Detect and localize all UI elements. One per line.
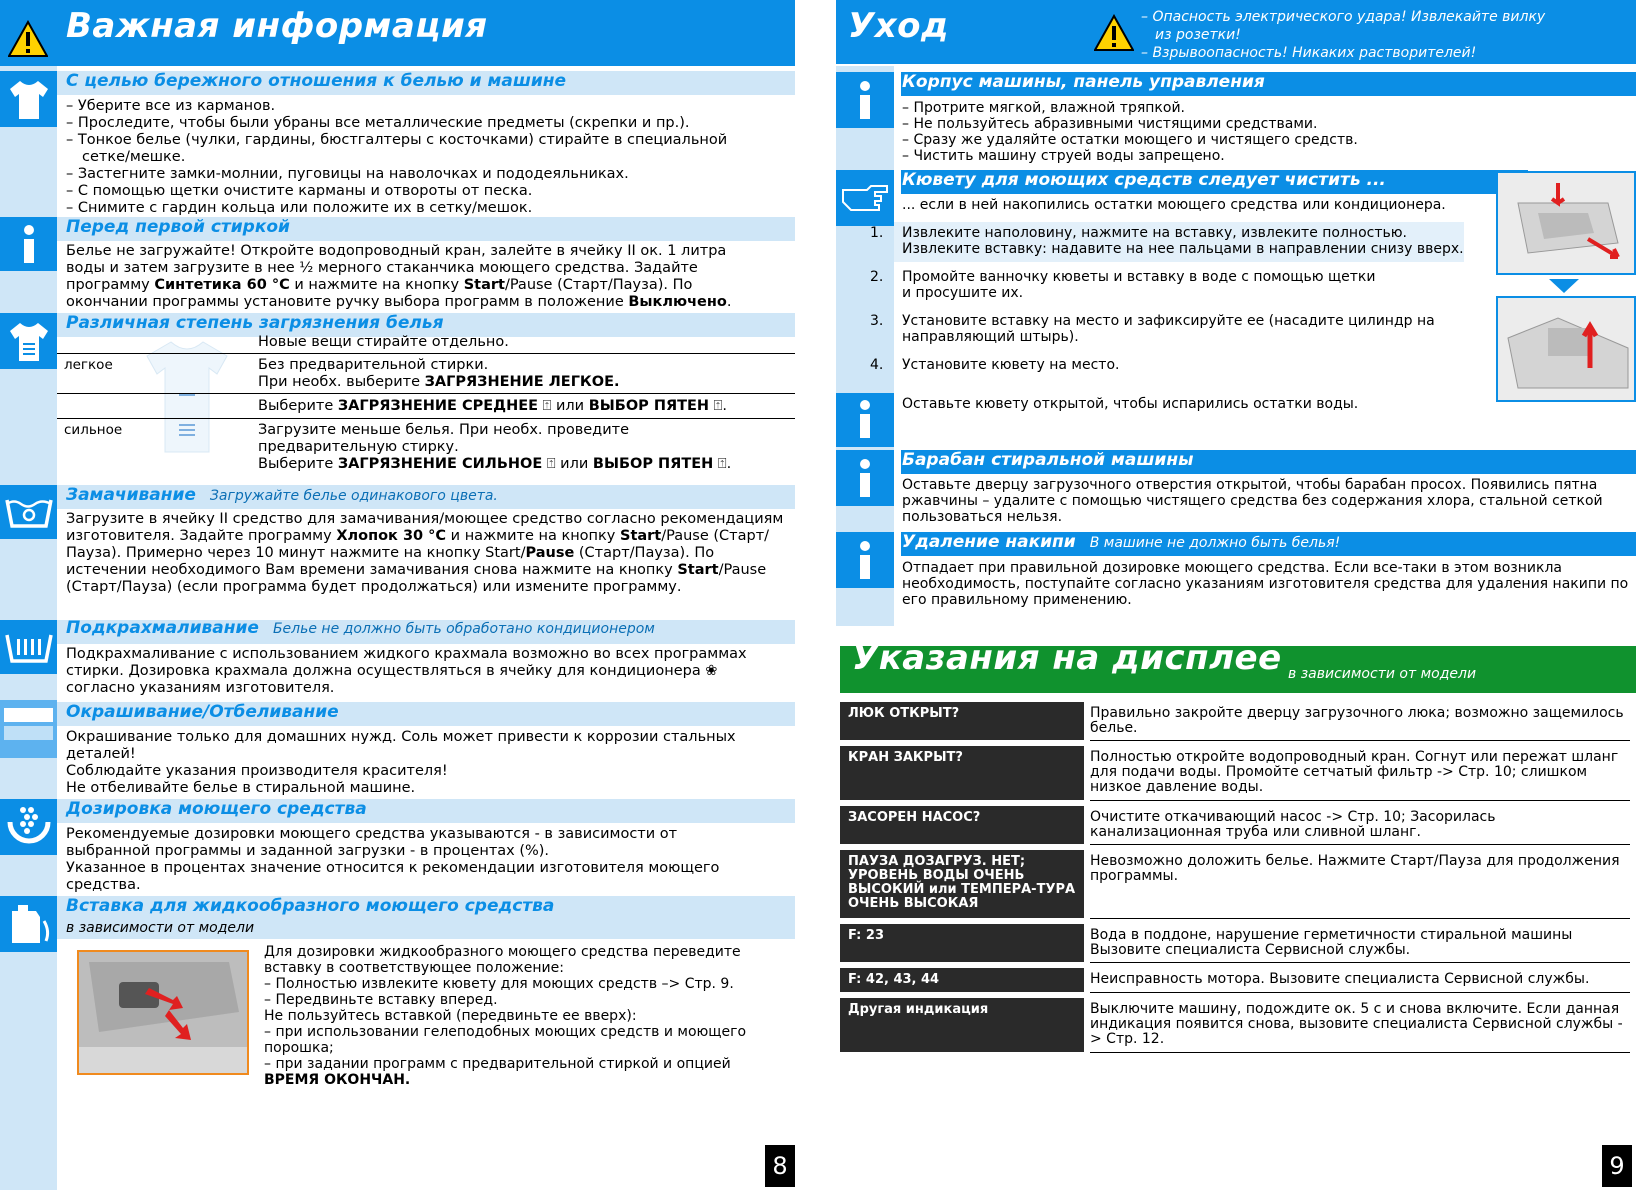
housing-list: – Протрите мягкой, влажной тряпкой. – Не пользуйтесь абразивными чистящими средствами. – Сразу же удаляйте остатки моющего и чистящего средств. – Чистить машину струей воды запрещено. (902, 100, 1358, 164)
list-item: – С помощью щетки очистите карманы и отвороты от песка. (66, 183, 533, 199)
soiled-shirt-icon (0, 313, 57, 369)
page-title: Важная информация (66, 6, 488, 46)
soil-new-items: Новые вещи стирайте отдельно. (258, 334, 509, 350)
soil-heavy-text: Загрузите меньше белья. При необх. проведите предварительную стирку. Выберите ЗАГРЯЗНЕНИЕ СИЛЬНОЕ ⍐ или ВЫБОР ПЯТЕН ⍐. (258, 422, 732, 472)
divider (1090, 918, 1630, 919)
detergent-dosage-icon (0, 799, 57, 855)
info-icon (836, 393, 894, 447)
dosage-text: Рекомендуемые дозировки моющего средства указываются - в зависимости от выбранной программы и заданной загрузки - в процентах (%). Указанное в процентах значение относится к рекомендации изготовителя моющего средства. (66, 826, 720, 893)
section-title-dispenser: Кювету для моющих средств следует чистить ... (902, 170, 1386, 190)
list-item: – Застегните замки-молнии, пуговицы на наволочках и пододеяльниках. (66, 166, 629, 182)
descale-text: Отпадает при правильной дозировке моющего средства. Если все-таки в этом возникла необходимость, поступайте согласно указаниям изготовителя средства для удаления накипи по его правильному применению. (902, 560, 1629, 608)
section-title-soak: Замачивание Загружайте белье одинакового цвета. (66, 485, 498, 505)
liquid-detergent-icon (0, 896, 57, 952)
dispenser-intro: ... если в ней накопились остатки моющего средства или кондиционера. (902, 197, 1446, 213)
display-code-label: Другая индикация (840, 998, 1084, 1052)
list-item: – Тонкое белье (чулки, гардины, бюстгалтеры с косточками) стирайте в специальной (66, 132, 728, 148)
display-code-label: КРАН ЗАКРЫТ? (840, 746, 1084, 800)
soak-basin-icon (0, 485, 57, 539)
liquid-insert-text: Для дозировки жидкообразного моющего средства переведите вставку в соответствующее положение: – Полностью извлеките кювету для моющих средств –> Стр. 9. – Передвиньте вставку вперед. Не пользуйтесь вставкой (передвиньте ее вверх): – при использовании гелеподобных моющих средств и моющего порошка; – при задании программ с предварительной стиркой и опцией ВРЕМЯ ОКОНЧАН. (264, 944, 747, 1088)
step-text: Извлеките наполовину, нажмите на вставку, извлеките полностью. Извлеките вставку: надавите на нее пальцами в направлении снизу вверх. (902, 225, 1464, 257)
right-page (836, 0, 1636, 1190)
section-title-care: С целью бережного отношения к белью и машине (66, 71, 567, 91)
warning-icon (8, 20, 48, 58)
starch-basin-icon (0, 620, 57, 674)
divider (1090, 1052, 1630, 1053)
soil-label-light: легкое (64, 357, 113, 373)
shirt-illustration-icon (143, 338, 231, 456)
display-code-label: F: 23 (840, 924, 1084, 962)
step-text: Установите вставку на место и зафиксируйте ее (насадите цилиндр на направляющий штырь). (902, 313, 1435, 345)
dispenser-removal-image (1496, 171, 1636, 275)
page-title: Уход (848, 6, 949, 46)
left-header (0, 0, 795, 66)
step-text: Установите кювету на место. (902, 357, 1120, 373)
warnings: – Опасность электрического удара! Извлекайте вилку из розетки! – Взрывоопасность! Никаких растворителей! (1141, 9, 1546, 61)
divider (1090, 740, 1630, 741)
divider (1090, 962, 1630, 963)
dye-text: Окрашивание только для домашних нужд. Соль может привести к коррозии стальных деталей! Соблюдайте указания производителя красителя! Не отбеливайте белье в стиральной машине. (66, 729, 736, 796)
info-icon (0, 217, 57, 271)
divider (1090, 992, 1630, 993)
display-header (840, 638, 1636, 693)
display-code-text: Неисправность мотора. Вызовите специалиста Сервисной службы. (1090, 971, 1590, 987)
list-item: сетке/мешке. (82, 149, 186, 165)
warning-icon (1094, 14, 1134, 52)
page-number: 8 (765, 1145, 795, 1187)
section-title-dye: Окрашивание/Отбеливание (66, 702, 339, 722)
section-title-dosage: Дозировка моющего средства (66, 799, 367, 819)
step-number: 2. (870, 269, 884, 285)
section-title-liquid-insert: Вставка для жидкообразного моющего средства (66, 896, 555, 916)
step-number: 4. (870, 357, 884, 373)
info-icon (836, 450, 894, 506)
right-header (836, 0, 1636, 64)
list-item: – Уберите все из карманов. (66, 98, 276, 114)
step-number: 1. (870, 225, 884, 241)
divider (57, 353, 795, 354)
divider (57, 418, 795, 419)
dispenser-insert-image (77, 950, 249, 1075)
soak-text: Загрузите в ячейку II средство для замачивания/моющее средство согласно рекомендациям изготовителя. Задайте программу Хлопок 30 °C и нажмите на кнопку Start/Pause (Старт/Пауза). Примерно через 10 минут нажмите на кнопку Start/Pause (Старт/Пауза). По истечении необходимого Вам времени замачивания снова нажмите на кнопку Start/Pause (Старт/Пауза) (если программа будет продолжаться) или измените программу. (66, 511, 784, 595)
display-code-text: Невозможно доложить белье. Нажмите Старт/Пауза для продолжения программы. (1090, 853, 1620, 884)
section-title-first-wash: Перед первой стиркой (66, 217, 290, 237)
list-item: – Проследите, чтобы были убраны все металлические предметы (скрепки и пр.). (66, 115, 690, 131)
display-code-text: Вода в поддоне, нарушение герметичности стиральной машины Вызовите специалиста Сервисной службы. (1090, 927, 1573, 958)
section-title-descale: Удаление накипи В машине не должно быть белья! (902, 532, 1341, 552)
display-code-text: Полностью откройте водопроводный кран. Согнут или пережат шланг для подачи воды. Промойте сетчатый фильтр -> Стр. 10; слишком низкое давление воды. (1090, 749, 1619, 795)
display-code-label: ЛЮК ОТКРЫТ? (840, 702, 1084, 740)
display-code-label: ПАУЗА ДОЗАГРУЗ. НЕТ; УРОВЕНЬ ВОДЫ ОЧЕНЬ ВЫСОКИЙ или ТЕМПЕРА-ТУРА ОЧЕНЬ ВЫСОКАЯ (840, 850, 1084, 918)
soil-medium-text: Выберите ЗАГРЯЗНЕНИЕ СРЕДНЕЕ ⍐ или ВЫБОР ПЯТЕН ⍐. (258, 398, 727, 414)
section-title-soil-level: Различная степень загрязнения белья (66, 313, 444, 333)
display-code-text: Очистите откачивающий насос -> Стр. 10; Засорилась канализационная труба или сливной шланг. (1090, 809, 1496, 840)
divider (57, 393, 795, 394)
display-code-text: Правильно закройте дверцу загрузочного люка; возможно защемилось белье. (1090, 705, 1624, 736)
dye-bleach-icon (0, 700, 57, 758)
liquid-insert-subtitle: в зависимости от модели (66, 920, 255, 936)
display-subtitle: в зависимости от модели (1288, 666, 1477, 682)
step-text: Промойте ванночку кюветы и вставку в воде с помощью щетки и просушите их. (902, 269, 1376, 301)
info-icon (836, 532, 894, 588)
care-list (66, 98, 796, 217)
page-number: 9 (1602, 1145, 1632, 1187)
info-icon (836, 72, 894, 128)
starch-text: Подкрахмаливание с использованием жидкого крахмала возможно во всех программах стирки. Дозировка крахмала должна осуществляться в ячейку для кондиционера ❀ согласно указаниям изготовителя. (66, 646, 747, 696)
section-title-housing: Корпус машины, панель управления (902, 72, 1265, 92)
display-title: Указания на дисплее (852, 638, 1282, 678)
section-title-drum: Барабан стиральной машины (902, 450, 1194, 470)
display-code-label: F: 42, 43, 44 (840, 968, 1084, 992)
down-arrow-icon (1549, 279, 1579, 293)
soil-label-heavy: сильное (64, 422, 123, 438)
dispenser-note: Оставьте кювету открытой, чтобы испарились остатки воды. (902, 396, 1359, 412)
left-side-strip (0, 0, 57, 1190)
display-code-label: ЗАСОРЕН НАСОС? (840, 806, 1084, 844)
step-number: 3. (870, 313, 884, 329)
divider (1090, 844, 1630, 845)
drum-text: Оставьте дверцу загрузочного отверстия открытой, чтобы барабан просох. Появились пятна ржавчины – удалите с помощью чистящего средства без содержания хлора, стальной сеткой пользоваться нельзя. (902, 477, 1603, 525)
insert-removal-image (1496, 296, 1636, 402)
pointing-hand-icon (836, 170, 894, 226)
divider (1090, 800, 1630, 801)
soil-light-text: Без предварительной стирки. При необх. выберите ЗАГРЯЗНЕНИЕ ЛЕГКОЕ. (258, 357, 620, 390)
section-title-starch: Подкрахмаливание Белье не должно быть обработано кондиционером (66, 618, 655, 638)
laundry-shirt-icon (0, 71, 57, 127)
list-item: – Снимите с гардин кольца или положите их в сетку/мешок. (66, 200, 533, 216)
left-page (0, 0, 800, 1190)
display-code-text: Выключите машину, подождите ок. 5 с и снова включите. Если данная индикация появится снова, вызовите специалиста Сервисной службы -> Стр. 12. (1090, 1001, 1623, 1047)
first-wash-text: Белье не загружайте! Откройте водопроводный кран, залейте в ячейку II ок. 1 литра воды и затем загрузите в нее ½ мерного стаканчика моющего средства. Задайте программу Синтетика 60 °C и нажмите на кнопку Start/Pause (Старт/Пауза). По окончании программы установите ручку выбора программ в положение Выключено. (66, 243, 732, 310)
